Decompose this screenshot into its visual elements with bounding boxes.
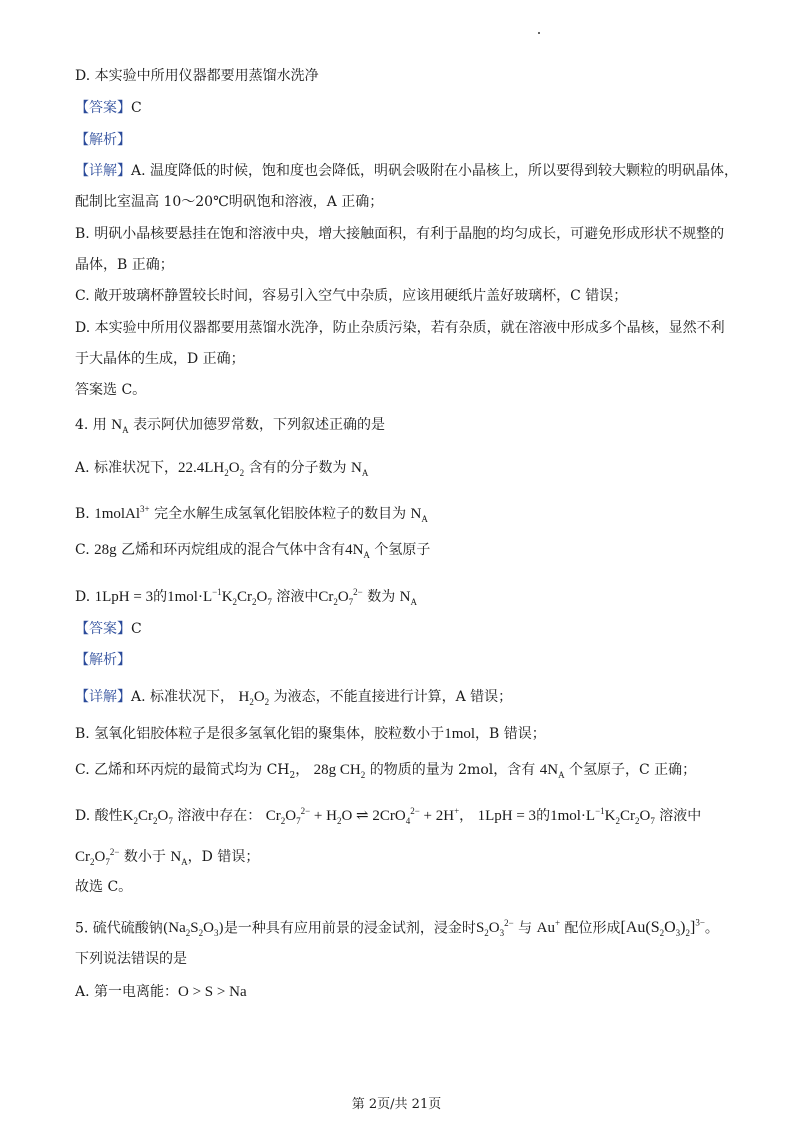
explanation-a-q3 (75, 162, 739, 180)
q5-text3: 与 (518, 920, 533, 937)
q5-text4: 配位形成 (564, 920, 621, 937)
explanation-c-q3: C. 敞开玻璃杯静置较长时间，容易引入空气中杂质，应该用硬纸片盖好玻璃杯，C 错误； (75, 288, 628, 304)
explanation-d-q4 (75, 802, 701, 830)
question-5-stem (75, 914, 719, 943)
q4d-mid3: 数为 (367, 589, 396, 605)
q4d-mid2: 溶液中 (276, 589, 319, 605)
answer-value: C (131, 621, 142, 637)
q4a-mid: 含有的分子数为 (248, 460, 347, 476)
q4c-mid: 乙烯和环丙烷组成的混合气体中含有 (121, 542, 346, 558)
q5a-prefix: A. 第一电离能： (75, 984, 179, 1000)
equilibrium-equation: $Cr_2O_7^{2-} + H_2O$ ⇌ 2CrO$_4^{2-}$ + 2H+ (265, 806, 460, 826)
q4d-conc: $1mol\cdot L^{-1}K_2Cr_2O_7$ (167, 587, 272, 607)
conclusion-q3: 答案选 C。 (75, 382, 147, 398)
analysis-tag: 【解析】 (75, 132, 131, 148)
q4-prefix: 4. 用 (75, 417, 107, 433)
q5-text2: )是一种具有应用前景的浸金试剂，浸金时 (218, 920, 476, 937)
q4d-prefix: D. (75, 589, 91, 605)
page-footer: 第 2页/共 21页 (351, 1097, 442, 1112)
detail-tag: 【详解】 (75, 163, 131, 179)
q4d-ph: 1LpH = 3 (94, 589, 154, 605)
answer-tag: 【答案】 (75, 621, 131, 637)
d4d-conc: $1mol\cdot L^{-1}K_2Cr_2O_7$ (550, 806, 655, 826)
dichromate-ion: $Cr_2O_7^{2-}$ (75, 847, 120, 867)
explanation-d2-q4 (75, 843, 259, 871)
dichromate-ion: $Cr_2O_7^{2-}$ (318, 587, 363, 607)
q4a-prefix: A. 标准状况下， (75, 460, 179, 476)
q5-text1: 5. 硫代硫酸钠( (75, 920, 169, 937)
na-symbol: $N_A$ (410, 506, 428, 524)
answer-value: C (131, 100, 142, 116)
conclusion-q4: 故选 C。 (75, 879, 133, 895)
question-4-option-a (75, 459, 368, 482)
question-4-stem (75, 416, 385, 439)
d4d-ph: 1LpH = 3 (477, 808, 537, 824)
question-4-option-c (75, 541, 430, 564)
explanation-c-q4: C. 乙烯和环丙烷的最简式均为 $CH_2$， 28g $CH_2$ 的物质的量为 2mol，含有 $4N_A$ 个氢原子，C 正确； (75, 762, 697, 781)
gold-complex: $[Au(S_2O_3)_2]^{3-}$ (620, 918, 705, 939)
q4b-prefix: B. (75, 506, 90, 522)
d4d2-text2: ，D 错误； (187, 849, 260, 865)
question-5-option-a (75, 983, 247, 1001)
analysis-tag: 【解析】 (75, 652, 131, 668)
na2s2o3-formula: $Na_2S_2O_3$ (168, 920, 219, 939)
na-symbol: $N_A$ (170, 849, 188, 867)
option-d-q3: D. 本实验中所用仪器都要用蒸馏水洗净 (75, 68, 319, 84)
explanation-b-q3: B. 明矾小晶核要悬挂在饱和溶液中央，增大接触面积，有利于晶胞的均匀成长，可避免形成形状不规整的 (75, 226, 725, 242)
answer-q4 (75, 620, 142, 638)
page-dot-mark (538, 32, 540, 34)
d4c-text: C. 乙烯和环丙烷的最简式均为 CH (75, 762, 290, 778)
explanation-a-q4 (75, 688, 512, 711)
d4b-text: B. 氢氧化铝胶体粒子是很多氢氧化铝的聚集体，胶粒数小于 (75, 726, 445, 742)
explanation-line: 于大晶体的生成，D 正确； (75, 351, 245, 367)
q4b-mid: 完全水解生成氢氧化铝胶体粒子的数目为 (154, 506, 407, 522)
q4c-count: $4N_A$ (345, 542, 370, 560)
d4d-text5: 溶液中 (659, 808, 702, 824)
question-4-option-d (75, 583, 417, 611)
analysis-tag-q4 (75, 651, 131, 669)
d4b-unit: 1mol (444, 726, 476, 742)
d4c-count: $4N_A$ (539, 762, 565, 780)
d4c-text3: 的物质的量为 2mol，含有 (369, 762, 536, 778)
d4d-text4: 的 (536, 808, 551, 824)
q4c-mass: 28g (94, 542, 117, 558)
explanation-line: 晶体，B 正确； (75, 257, 174, 273)
d4d2-text: 数小于 (123, 849, 166, 865)
q5a-math: O > S > Na (178, 984, 247, 1000)
na-symbol: $N_A$ (399, 589, 417, 607)
q4a-formula: $22.4LH_2O_2$ (178, 460, 245, 478)
d4a-text: A. 标准状况下， (131, 689, 235, 705)
detail-tag: 【详解】 (75, 689, 131, 705)
answer-tag: 【答案】 (75, 100, 131, 116)
d4d-text: D. 酸性 (75, 808, 123, 824)
d4c-mass: 28g $CH_2$ (313, 762, 366, 780)
explanation-d-q3: D. 本实验中所用仪器都要用蒸馏水洗净，防止杂质污染，若有杂质，就在溶液中形成多个晶核，显然不利 (75, 320, 725, 336)
k2cr2o7-formula: $K_2Cr_2O_7$ (122, 808, 173, 826)
d4a-text2: 为液态，不能直接进行计算，A 错误； (273, 689, 513, 705)
question-5-prompt: 下列说法错误的是 (75, 951, 187, 967)
q5-end: 。 (704, 920, 719, 937)
answer-q3 (75, 99, 142, 117)
d4d-text3: ， (459, 808, 474, 824)
na-symbol: $N_A$ (351, 460, 369, 478)
gold-ion: Au+ (536, 918, 561, 937)
thiosulfate-ion: $S_2O_3^{2-}$ (475, 918, 514, 939)
q4b-formula: 1molAl$^{3+}$ (94, 504, 150, 522)
explanation-b-q4 (75, 725, 546, 743)
analysis-tag-q3 (75, 131, 131, 149)
d4c-text4: 个氢原子，C 正确； (569, 762, 697, 778)
q4c-suffix: 个氢原子 (374, 542, 431, 558)
q4c-prefix: C. (75, 542, 90, 558)
q4d-mid1: 的 (153, 589, 168, 605)
question-4-option-b (75, 500, 428, 528)
q4-suffix: 表示阿伏加德罗常数，下列叙述正确的是 (133, 417, 386, 433)
d4d-text2: 溶液中存在： (177, 808, 262, 824)
d4b-text2: ，B 错误； (475, 726, 546, 742)
h2o2-formula: $H_2O_2$ (238, 689, 270, 707)
explanation-line: 配制比室温高 10～20℃明矾饱和溶液，A 正确； (75, 194, 384, 210)
na-symbol: $N_A$ (111, 417, 129, 435)
d4c-text2: ， (295, 762, 310, 778)
explanation-text: A. 温度降低的时候，饱和度也会降低，明矾会吸附在小晶核上，所以要得到较大颗粒的明矾晶体， (131, 163, 739, 179)
